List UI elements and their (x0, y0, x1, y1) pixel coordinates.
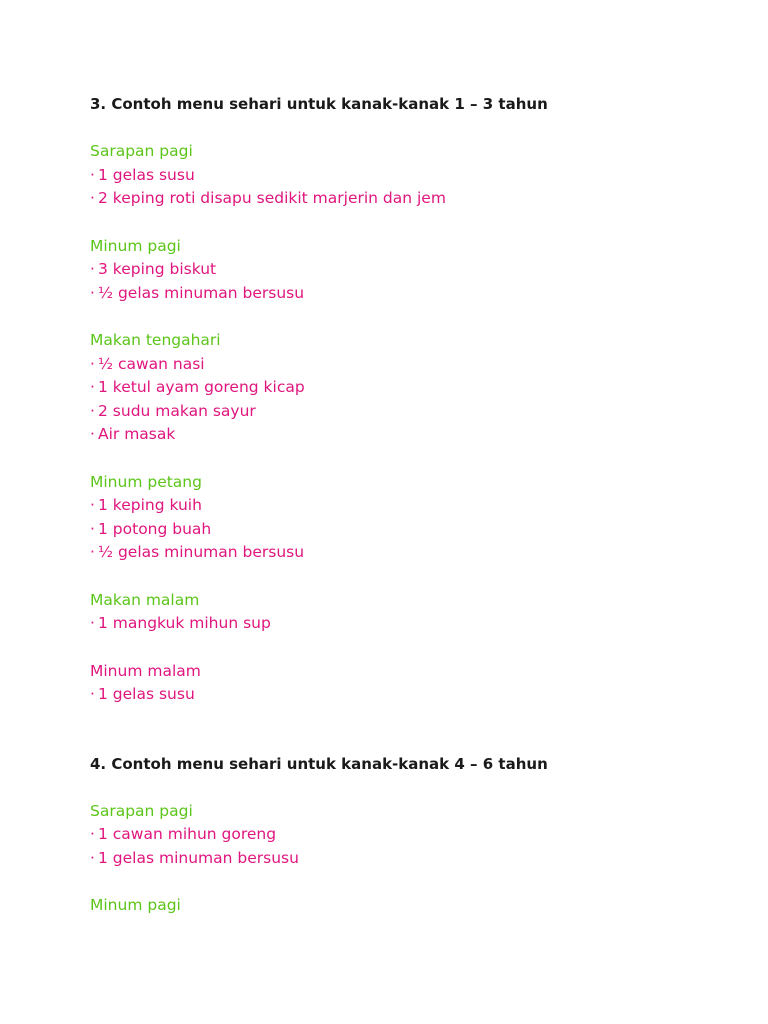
meal-makan-tengahari (90, 329, 730, 447)
meal-makan-malam (90, 589, 730, 636)
list-item (90, 353, 730, 377)
bullet-glyph: · (90, 189, 95, 207)
list-item (90, 187, 730, 211)
bullet-glyph: · (90, 685, 95, 703)
menu-section-4 (90, 753, 730, 918)
section-heading: 4. Contoh menu sehari untuk kanak-kanak 4 – 6 tahun (90, 754, 548, 773)
meal-title: Minum malam (90, 661, 201, 680)
list-item (90, 258, 730, 282)
meal-minum-pagi (90, 235, 730, 306)
meal-sarapan-pagi (90, 800, 730, 871)
list-item-text: ½ gelas minuman bersusu (98, 283, 305, 302)
meal-title: Sarapan pagi (90, 801, 193, 820)
list-item (90, 400, 730, 424)
list-item-text: 2 keping roti disapu sedikit marjerin dan jem (98, 189, 446, 207)
meal-title: Makan tengahari (90, 331, 221, 349)
bullet-glyph: · (90, 519, 95, 538)
list-item (90, 541, 730, 565)
list-item-text: Air masak (98, 425, 176, 443)
bullet-glyph: · (90, 378, 95, 396)
list-item-text: 1 cawan mihun goreng (98, 825, 277, 843)
meal-sarapan-pagi (90, 140, 730, 211)
meal-title: Minum petang (90, 472, 202, 491)
list-item-text: 1 potong buah (98, 519, 212, 538)
list-item (90, 376, 730, 400)
list-item (90, 164, 730, 188)
list-item (90, 423, 730, 447)
list-item (90, 612, 730, 636)
meal-minum-pagi (90, 894, 730, 918)
list-item-text: ½ gelas minuman bersusu (98, 543, 305, 561)
bullet-glyph: · (90, 496, 95, 514)
list-item-text: 1 keping kuih (98, 496, 202, 514)
meal-title: Minum pagi (90, 236, 181, 255)
list-item-text: 3 keping biskut (98, 260, 217, 278)
section-heading: 3. Contoh menu sehari untuk kanak-kanak 1 – 3 tahun (90, 95, 548, 113)
list-item (90, 518, 730, 542)
list-item (90, 683, 730, 707)
document-content (90, 93, 730, 918)
bullet-glyph: · (90, 825, 95, 843)
list-item-text: 1 mangkuk mihun sup (98, 614, 271, 632)
list-item-text: ½ cawan nasi (98, 354, 205, 373)
list-item-text: 1 gelas susu (98, 165, 195, 184)
list-item (90, 494, 730, 518)
bullet-glyph: · (90, 401, 95, 420)
list-item-text: 2 sudu makan sayur (98, 401, 256, 420)
bullet-glyph: · (90, 543, 95, 561)
list-item-text: 1 gelas minuman bersusu (98, 848, 299, 867)
list-item (90, 282, 730, 306)
bullet-glyph: · (90, 283, 95, 302)
list-item (90, 823, 730, 847)
bullet-glyph: · (90, 614, 95, 632)
list-item-text: 1 gelas susu (98, 685, 195, 703)
bullet-glyph: · (90, 260, 95, 278)
meal-minum-malam (90, 660, 730, 707)
list-item-text: 1 ketul ayam goreng kicap (98, 378, 305, 396)
bullet-glyph: · (90, 354, 95, 373)
bullet-glyph: · (90, 425, 95, 443)
meal-title: Sarapan pagi (90, 142, 193, 160)
bullet-glyph: · (90, 165, 95, 184)
menu-section-3 (90, 93, 730, 707)
meal-minum-petang (90, 471, 730, 565)
bullet-glyph: · (90, 848, 95, 867)
meal-title: Minum pagi (90, 896, 181, 914)
meal-title: Makan malam (90, 590, 200, 609)
list-item (90, 847, 730, 871)
